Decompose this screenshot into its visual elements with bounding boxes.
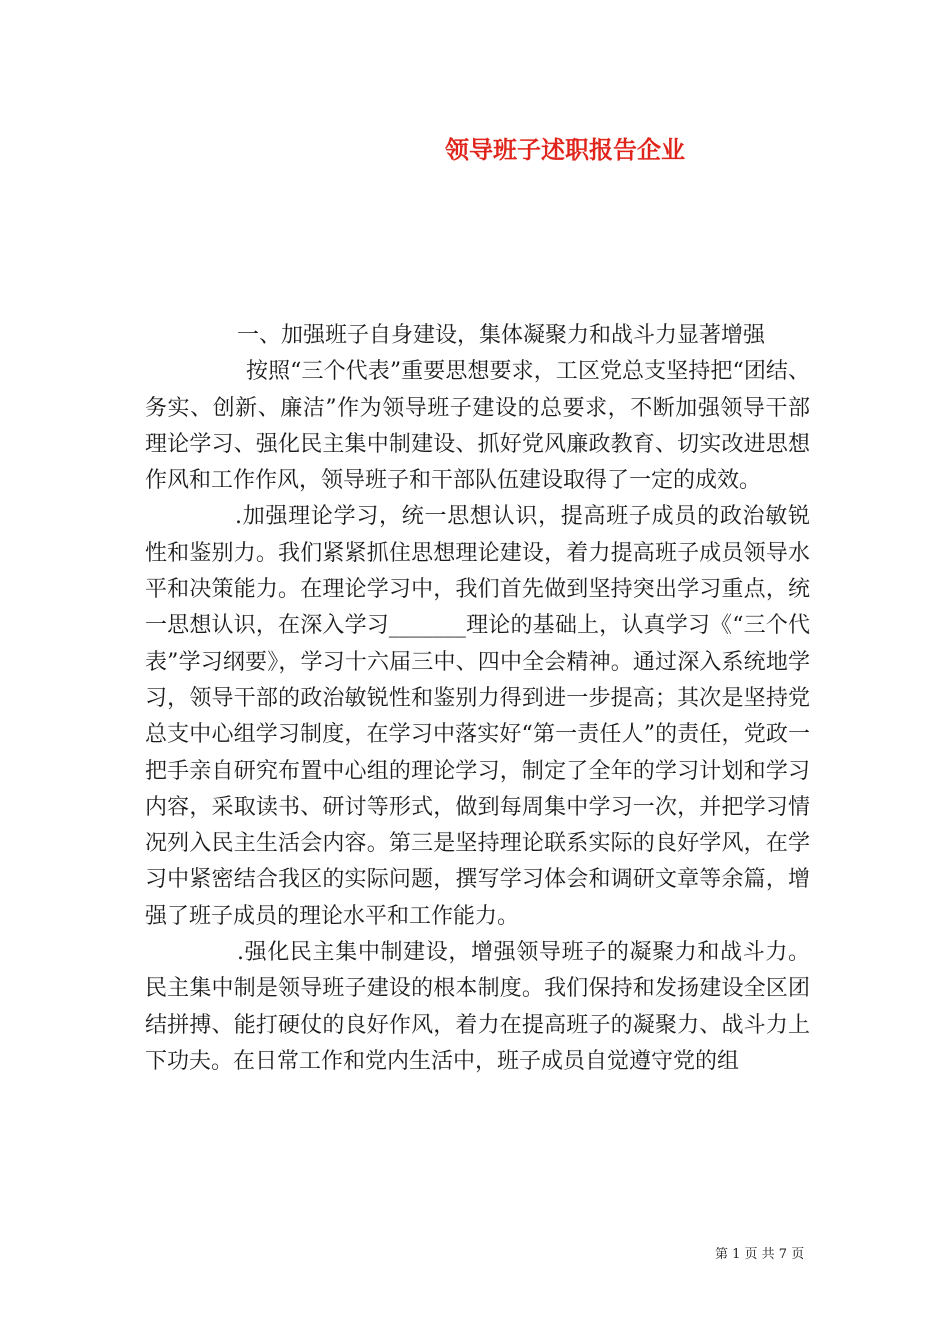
paragraph-intro: 按照“三个代表”重要思想要求，工区党总支坚持把“团结、务实、创新、廉洁”作为领导班子建设的总要求，不断加强领导干部理论学习、强化民主集中制建设、抓好党风廉政教育、切实改进思想作风和工作作风，领导班子和干部队伍建设取得了一定的成效。 — [145, 359, 810, 494]
section-heading: 一、加强班子自身建设，集体凝聚力和战斗力显著增强 — [237, 323, 766, 348]
paragraph-democratic-centralism: .强化民主集中制建设，增强领导班子的凝聚力和战斗力。民主集中制是领导班子建设的根本制度。我们保持和发扬建设全区团结拼搏、能打硬仗的良好作风，着力在提高班子的凝聚力、战斗力上下功夫。在日常工作和党内生活中，班子成员自觉遵守党的组 — [145, 940, 810, 1074]
document-body — [145, 318, 810, 1080]
page-number: 第 1 页 共 7 页 — [715, 1247, 805, 1262]
paragraph-theory-study: .加强理论学习，统一思想认识，提高班子成员的政治敏锐性和鉴别力。我们紧紧抓住思想理论建设，着力提高班子成员领导水平和决策能力。在理论学习中，我们首先做到坚持突出学习重点，统一思想认识，在深入学习_______理论的基础上，认真学习《“三个代表”学习纲要》，学习十六届三中、四中全会精神。通过深入系统地学习，领导干部的政治敏锐性和鉴别力得到进一步提高；其次是坚持党总支中心组学习制度，在学习中落实好“第一责任人”的责任，党政一把手亲自研究布置中心组的理论学习，制定了全年的学习计划和学习内容，采取读书、研讨等形式，做到每周集中学习一次，并把学习情况列入民主生活会内容。第三是坚持理论联系实际的良好学风，在学习中紧密结合我区的实际问题，撰写学习体会和调研文章等余篇，增强了班子成员的理论水平和工作能力。 — [145, 504, 810, 929]
document-title: 领导班子述职报告企业 — [445, 135, 685, 164]
